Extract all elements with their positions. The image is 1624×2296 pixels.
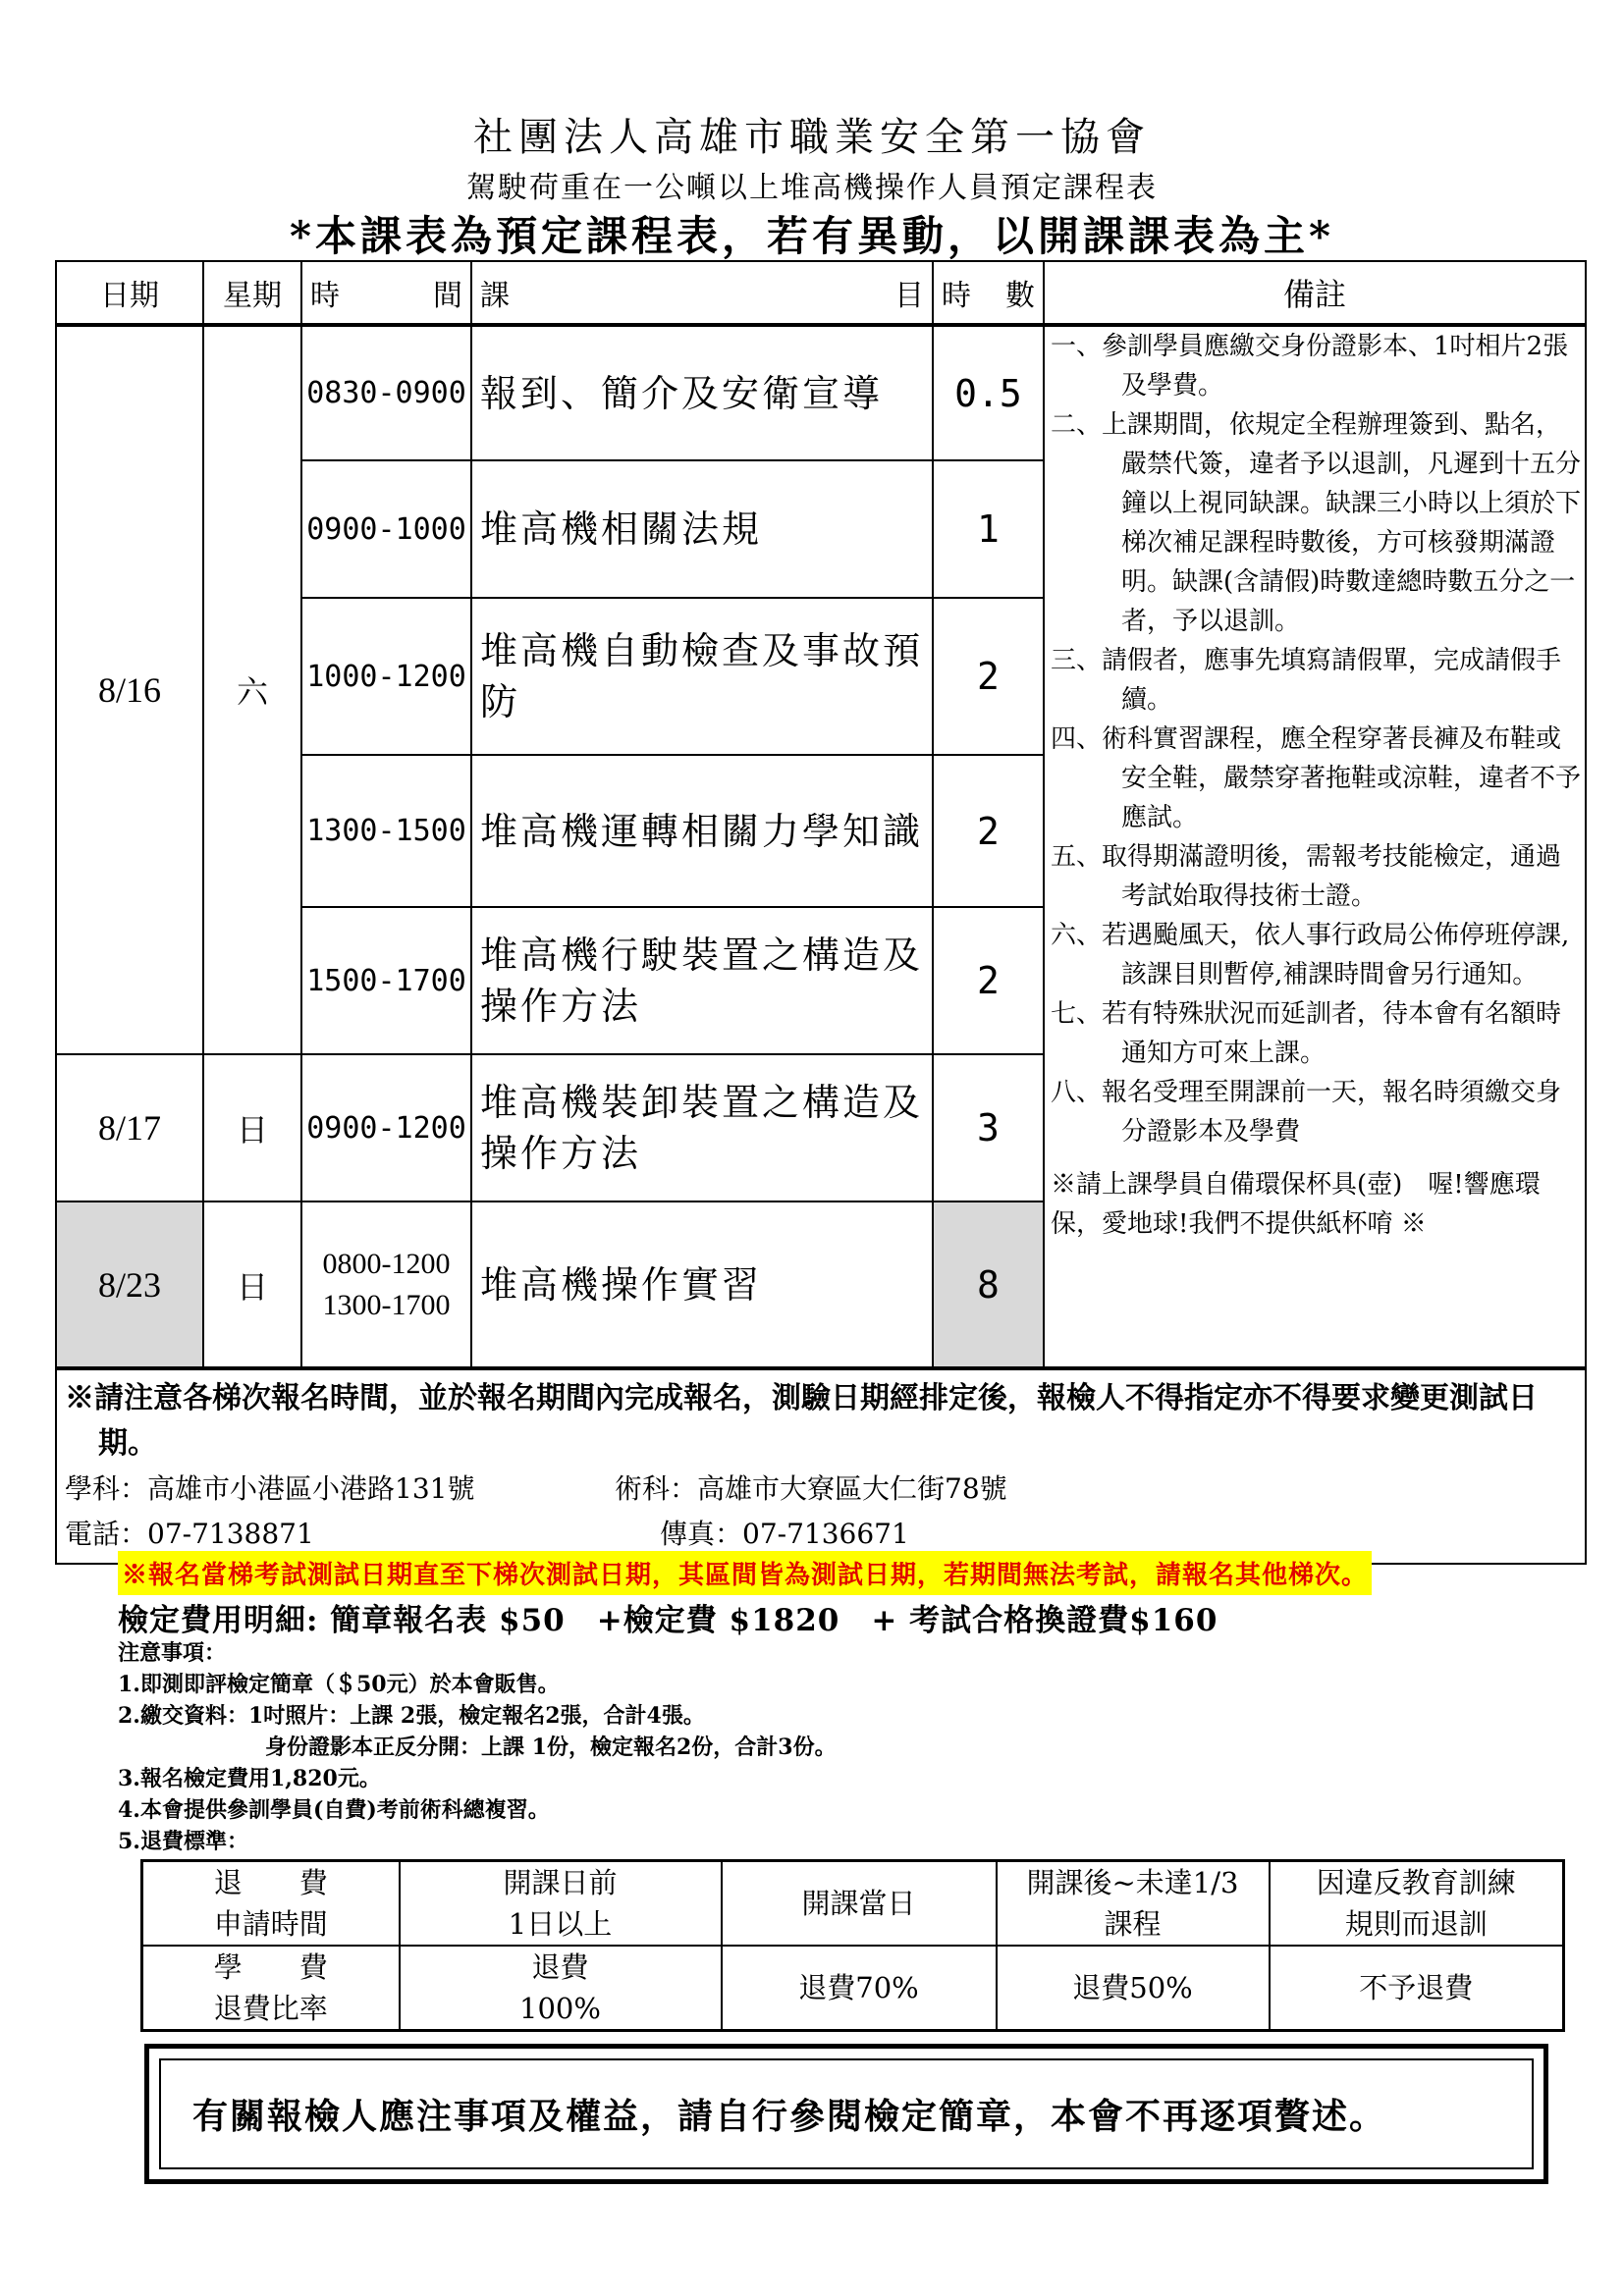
course-title: 駕駛荷重在一公噸以上堆高機操作人員預定課程表 (466, 171, 1158, 205)
fee-details: 檢定費用明細: 簡章報名表 $50 +檢定費 $1820 + 考試合格換證費$160 (118, 1603, 1218, 1638)
notice-item: 2.繳交資料：1吋照片：上課 2張，檢定報名2張，合計4張。 (118, 1703, 705, 1729)
refund-cell: 不予退費 (1270, 1946, 1564, 2031)
refund-text: 1日以上 (508, 1907, 613, 1941)
remark-item: 四、術科實習課程，應全程穿著長褲及布鞋或安全鞋，嚴禁穿著拖鞋或涼鞋，違者不予應試。 (1051, 724, 1582, 832)
schedule-notice: *本課表為預定課程表，若有異動，以開課課表為主* (290, 212, 1334, 260)
refund-text: 100% (519, 1992, 601, 2025)
time-cell: 0900-1000 (301, 460, 471, 598)
weekday-cell: 日 (203, 1054, 301, 1201)
remark-item: 一、參訓學員應繳交身份證影本、1吋相片2張及學費。 (1051, 332, 1569, 400)
highlighted-warning: ※報名當梯考試測試日期直至下梯次測試日期，其區間皆為測試日期，若期間無法考試，請報名其他梯次。 (118, 1551, 1372, 1595)
subject-cell: 堆高機相關法規 (471, 460, 933, 598)
address-line (65, 1467, 1577, 1512)
subject-cell: 堆高機運轉相關力學知識 (471, 755, 933, 907)
header-time (301, 261, 471, 325)
refund-text: 退 費 (213, 1866, 328, 1899)
refund-cell (142, 1946, 400, 2031)
subject-cell: 堆高機自動檢查及事故預防 (471, 598, 933, 755)
refund-text: 開課日前 (503, 1866, 618, 1899)
header-hours-b: 數 (1005, 279, 1035, 313)
bottom-notice-text: 有關報檢人應注事項及權益，請自行參閱檢定簡章，本會不再逐項贅述。 (192, 2096, 1387, 2137)
refund-cell (400, 1861, 722, 1947)
refund-text: 規則而退訓 (1344, 1907, 1488, 1941)
time-line: 1300-1700 (322, 1288, 451, 1321)
header-remarks: 備註 (1044, 261, 1586, 325)
time-cell: 1500-1700 (301, 907, 471, 1054)
phone-number: 電話：07-7138871 (65, 1518, 314, 1550)
header-hours (933, 261, 1044, 325)
refund-cell (400, 1946, 722, 2031)
refund-cell (1270, 1861, 1564, 1947)
refund-rate-row (142, 1946, 1564, 2031)
notice-item: 1.即測即評檢定簡章（＄50元）於本會販售。 (118, 1672, 560, 1697)
refund-cell: 退費50% (997, 1946, 1270, 2031)
header-subject-b: 目 (894, 279, 924, 313)
notice-title: 注意事項： (118, 1640, 227, 1666)
hours-cell: 1 (933, 460, 1044, 598)
academic-address: 學科：高雄市小港區小港路131號 (65, 1472, 475, 1505)
refund-cell: 退費70% (722, 1946, 997, 2031)
refund-text: 退費 (531, 1950, 589, 1984)
refund-text: 學 費 (213, 1950, 328, 1984)
remark-item: 六、若遇颱風天，依人事行政局公佈停班停課,該課目則暫停,補課時間會另行通知。 (1051, 921, 1570, 989)
header-time-a: 時 (310, 279, 340, 313)
footer-cell (56, 1368, 1586, 1564)
hours-cell: 8 (933, 1201, 1044, 1368)
weekday-cell: 日 (203, 1201, 301, 1368)
header-weekday: 星期 (203, 261, 301, 325)
date-cell: 8/23 (56, 1201, 203, 1368)
org-title: 社團法人高雄市職業安全第一協會 (473, 115, 1151, 160)
subject-cell: 堆高機操作實習 (471, 1201, 933, 1368)
notice-item: 身份證影本正反分開：上課 1份，檢定報名2份，合計3份。 (265, 1735, 837, 1760)
schedule-table (55, 260, 1587, 1565)
bottom-notice-inner (159, 2058, 1534, 2169)
hours-cell: 2 (933, 755, 1044, 907)
practical-address: 術科：高雄市大寮區大仁街78號 (615, 1472, 1007, 1505)
notice-list (118, 1637, 837, 1857)
time-line: 0800-1200 (322, 1247, 451, 1280)
time-cell: 0900-1200 (301, 1054, 471, 1201)
refund-text: 退費比率 (213, 1992, 328, 2025)
subject-cell: 堆高機裝卸裝置之構造及操作方法 (471, 1054, 933, 1201)
hours-cell: 2 (933, 907, 1044, 1054)
weekday-cell: 六 (203, 325, 301, 1054)
remark-item: 五、取得期滿證明後，需報考技能檢定，通過考試始取得技術士證。 (1051, 842, 1562, 911)
subject-cell: 報到、簡介及安衛宣導 (471, 325, 933, 460)
header-hours-a: 時 (942, 279, 971, 313)
remarks-cell (1044, 325, 1586, 1368)
table-header-row (56, 261, 1586, 325)
table-footer-row (56, 1368, 1586, 1564)
eco-cup-note: ※請上課學員自備環保杯具(壺) 喔!響應環保，愛地球!我們不提供紙杯唷 ※ (1051, 1170, 1541, 1239)
refund-cell: 開課當日 (722, 1861, 997, 1947)
hours-cell: 2 (933, 598, 1044, 755)
refund-text: 開課後~未達1/3 (1026, 1866, 1239, 1899)
header-date: 日期 (56, 261, 203, 325)
remark-item: 二、上課期間，依規定全程辦理簽到、點名，嚴禁代簽，違者予以退訓，凡遲到十五分鐘以上視同缺課。缺課三小時以上須於下梯次補足課程時數後，方可核發期滿證明。缺課(含請假)時數達總時數五分之一者，予以退訓。 (1051, 410, 1582, 636)
refund-text: 因違反教育訓練 (1316, 1866, 1516, 1899)
header-subject-a: 課 (480, 279, 510, 313)
notice-item: 5.退費標準： (118, 1829, 248, 1854)
refund-text: 課程 (1104, 1907, 1162, 1941)
header-subject (471, 261, 933, 325)
hours-cell: 0.5 (933, 325, 1044, 460)
table-row (56, 325, 1586, 460)
date-change-warning: ※請注意各梯次報名時間，並於報名期間內完成報名，測驗日期經排定後，報檢人不得指定亦不得要求變更測試日期。 (65, 1381, 1538, 1461)
refund-cell (142, 1861, 400, 1947)
refund-cell (997, 1861, 1270, 1947)
time-cell: 0830-0900 (301, 325, 471, 460)
refund-header-row (142, 1861, 1564, 1947)
date-cell: 8/17 (56, 1054, 203, 1201)
notice-item: 3.報名檢定費用1,820元。 (118, 1766, 381, 1791)
remark-item: 七、若有特殊狀況而延訓者，待本會有名額時通知方可來上課。 (1051, 999, 1562, 1068)
header-time-b: 間 (433, 279, 462, 313)
notice-item: 4.本會提供參訓學員(自費)考前術科總複習。 (118, 1797, 550, 1823)
bottom-notice-box (144, 2044, 1548, 2184)
remark-item: 八、報名受理至開課前一天，報名時須繳交身分證影本及學費 (1051, 1078, 1562, 1147)
refund-table (140, 1859, 1565, 2032)
fax-number: 傳真：07-7136671 (660, 1518, 909, 1550)
time-cell: 1300-1500 (301, 755, 471, 907)
time-cell (301, 1201, 471, 1368)
remark-item: 三、請假者，應事先填寫請假單，完成請假手續。 (1051, 646, 1562, 715)
time-cell: 1000-1200 (301, 598, 471, 755)
refund-text: 申請時間 (213, 1907, 328, 1941)
date-cell: 8/16 (56, 325, 203, 1054)
subject-cell: 堆高機行駛裝置之構造及操作方法 (471, 907, 933, 1054)
hours-cell: 3 (933, 1054, 1044, 1201)
